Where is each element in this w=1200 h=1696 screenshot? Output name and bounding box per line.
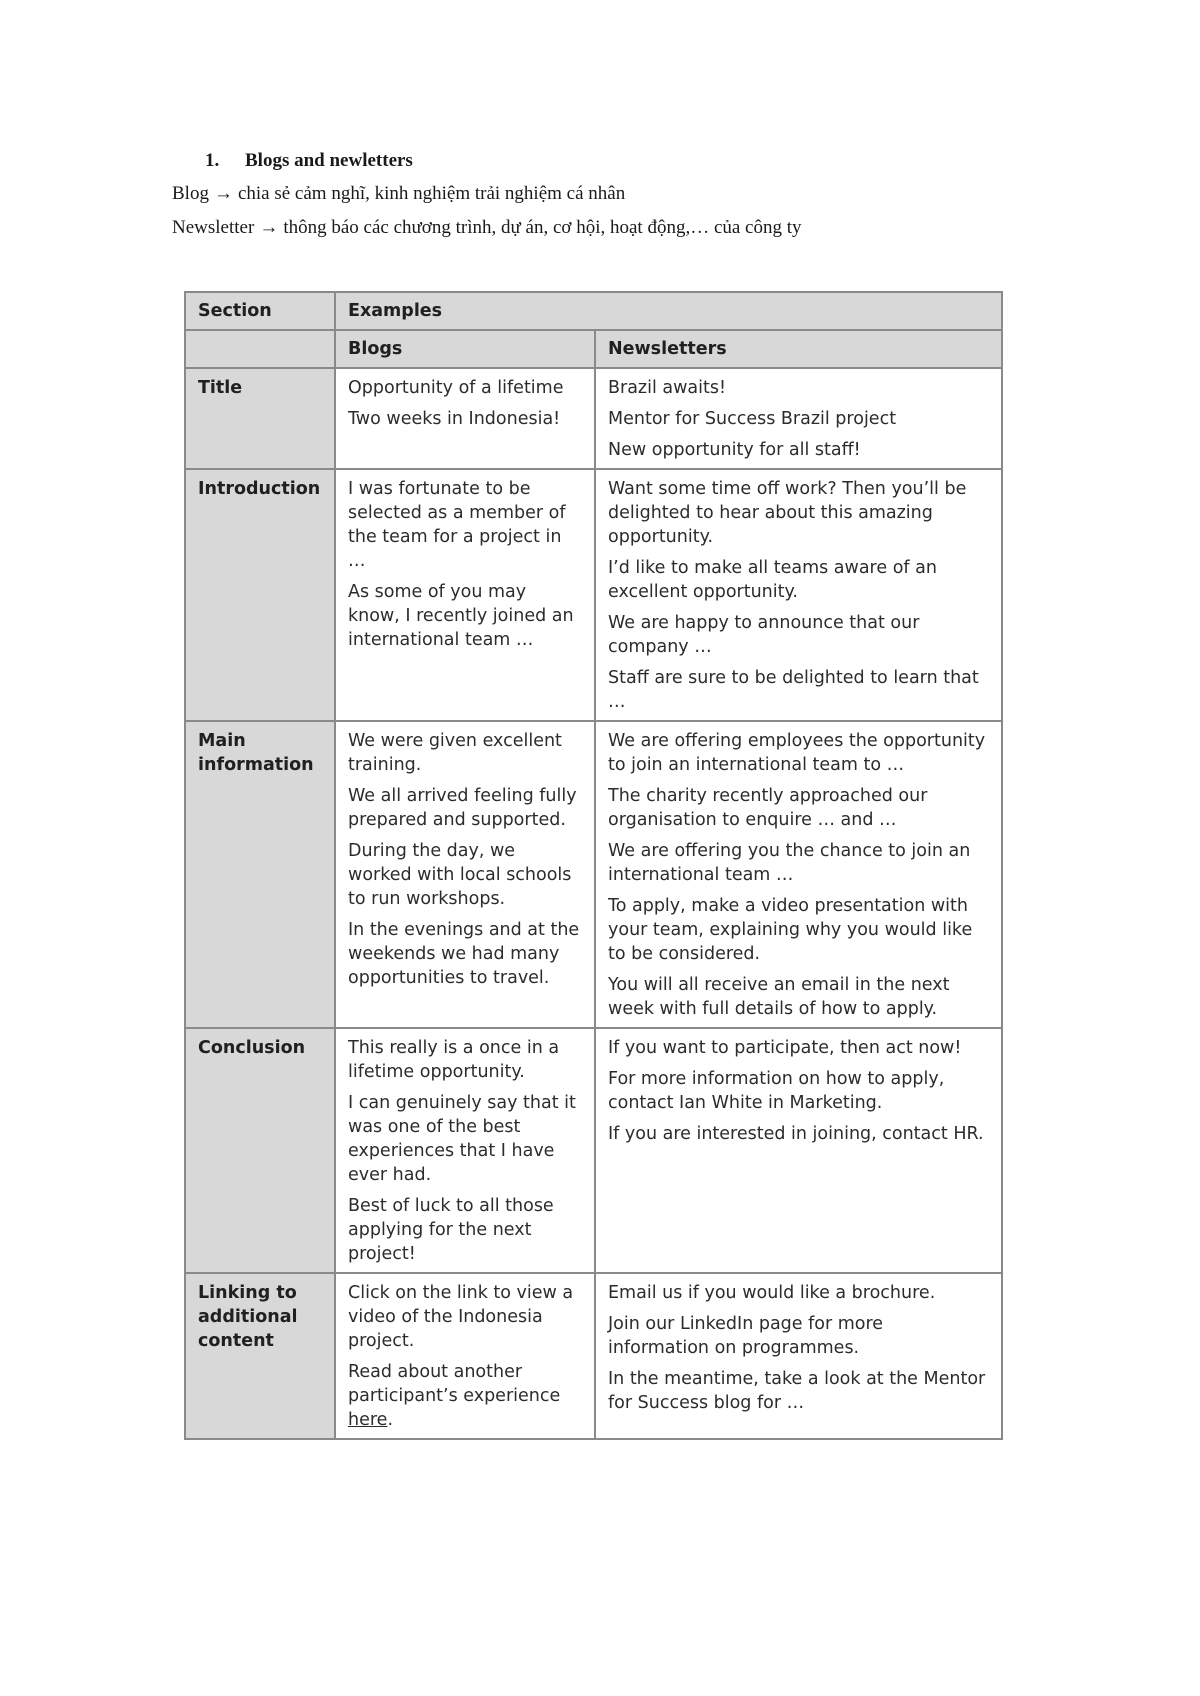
newsletter-example: Join our LinkedIn page for more information on programmes. <box>608 1314 884 1358</box>
blog-example-text: Read about another participant’s experience <box>348 1362 561 1406</box>
newsletter-example: If you are interested in joining, contact HR. <box>608 1124 984 1144</box>
blog-example: In the evenings and at the weekends we had many opportunities to travel. <box>348 920 580 988</box>
blog-example: This really is a once in a lifetime opportunity. <box>348 1038 560 1082</box>
newsletter-example: Brazil awaits! <box>608 378 727 398</box>
table-subheader-row <box>185 330 1002 368</box>
row-section-label: Title <box>185 368 335 469</box>
newsletter-definition <box>172 217 802 239</box>
heading-text: Blogs and newletters <box>245 150 413 171</box>
blogs-cell <box>335 721 595 1028</box>
blogs-cell <box>335 368 595 469</box>
row-section-label: Conclusion <box>185 1028 335 1273</box>
blog-description: chia sẻ cảm nghĩ, kinh nghiệm trải nghiệm cá nhân <box>237 183 626 204</box>
newsletters-cell <box>595 1273 1002 1439</box>
blog-example: During the day, we worked with local schools to run workshops. <box>348 841 572 909</box>
newsletter-example: We are offering you the chance to join an international team … <box>608 841 971 885</box>
header-blogs: Blogs <box>335 330 595 368</box>
newsletter-example: We are happy to announce that our company … <box>608 613 920 657</box>
blog-term: Blog <box>172 183 209 204</box>
table-row <box>185 1028 1002 1273</box>
row-section-label: Main information <box>185 721 335 1028</box>
blog-definition <box>172 183 625 205</box>
newsletters-cell <box>595 721 1002 1028</box>
blog-example: Two weeks in Indonesia! <box>348 409 561 429</box>
newsletter-example: Mentor for Success Brazil project <box>608 409 897 429</box>
blog-example: I can genuinely say that it was one of the best experiences that I have ever had. <box>348 1093 576 1185</box>
newsletter-example: Staff are sure to be delighted to learn that … <box>608 668 979 712</box>
blog-example: We were given excellent training. <box>348 731 562 775</box>
blog-example: As some of you may know, I recently joined an international team … <box>348 582 574 650</box>
table-header-row <box>185 292 1002 330</box>
newsletter-example: We are offering employees the opportunity to join an international team to … <box>608 731 986 775</box>
section-heading <box>205 150 413 172</box>
arrow-right-icon: → <box>213 183 233 204</box>
blog-example: Click on the link to view a video of the Indonesia project. <box>348 1283 574 1351</box>
here-link[interactable]: here <box>348 1410 388 1430</box>
table-row <box>185 1273 1002 1439</box>
blog-example: We all arrived feeling fully prepared and supported. <box>348 786 577 830</box>
newsletter-example: To apply, make a video presentation with your team, explaining why you would like to be considered. <box>608 896 973 964</box>
newsletter-term: Newsletter <box>172 217 255 238</box>
table-row <box>185 721 1002 1028</box>
blogs-cell <box>335 469 595 721</box>
newsletter-example: In the meantime, take a look at the Mentor for Success blog for … <box>608 1369 986 1413</box>
examples-table <box>184 291 1003 1440</box>
heading-number: 1. <box>205 150 220 171</box>
newsletter-example: Want some time off work? Then you’ll be delighted to hear about this amazing opportunity. <box>608 479 967 547</box>
blogs-cell <box>335 1273 595 1439</box>
newsletter-example: New opportunity for all staff! <box>608 440 861 460</box>
header-newsletters: Newsletters <box>595 330 1002 368</box>
newsletter-example: I’d like to make all teams aware of an excellent opportunity. <box>608 558 937 602</box>
newsletter-example: The charity recently approached our organisation to enquire … and … <box>608 786 928 830</box>
newsletter-example: Email us if you would like a brochure. <box>608 1283 936 1303</box>
link-trailing-period: . <box>387 1410 394 1430</box>
newsletter-example: For more information on how to apply, contact Ian White in Marketing. <box>608 1069 945 1113</box>
arrow-right-icon: → <box>259 217 279 238</box>
blog-example: Best of luck to all those applying for the next project! <box>348 1196 554 1264</box>
table-row <box>185 368 1002 469</box>
blog-example-with-link <box>348 1360 582 1432</box>
header-examples: Examples <box>335 292 1002 330</box>
row-section-label: Introduction <box>185 469 335 721</box>
blog-example: I was fortunate to be selected as a member of the team for a project in … <box>348 479 566 571</box>
newsletters-cell <box>595 469 1002 721</box>
newsletter-example: If you want to participate, then act now! <box>608 1038 962 1058</box>
newsletter-example: You will all receive an email in the next week with full details of how to apply. <box>608 975 950 1019</box>
subheader-empty-cell <box>185 330 335 368</box>
row-section-label: Linking to additional content <box>185 1273 335 1439</box>
newsletters-cell <box>595 1028 1002 1273</box>
blog-example: Opportunity of a lifetime <box>348 378 564 398</box>
header-section: Section <box>185 292 335 330</box>
table-row <box>185 469 1002 721</box>
newsletters-cell <box>595 368 1002 469</box>
blogs-cell <box>335 1028 595 1273</box>
newsletter-description: thông báo các chương trình, dự án, cơ hội, hoạt động,… của công ty <box>283 217 802 238</box>
